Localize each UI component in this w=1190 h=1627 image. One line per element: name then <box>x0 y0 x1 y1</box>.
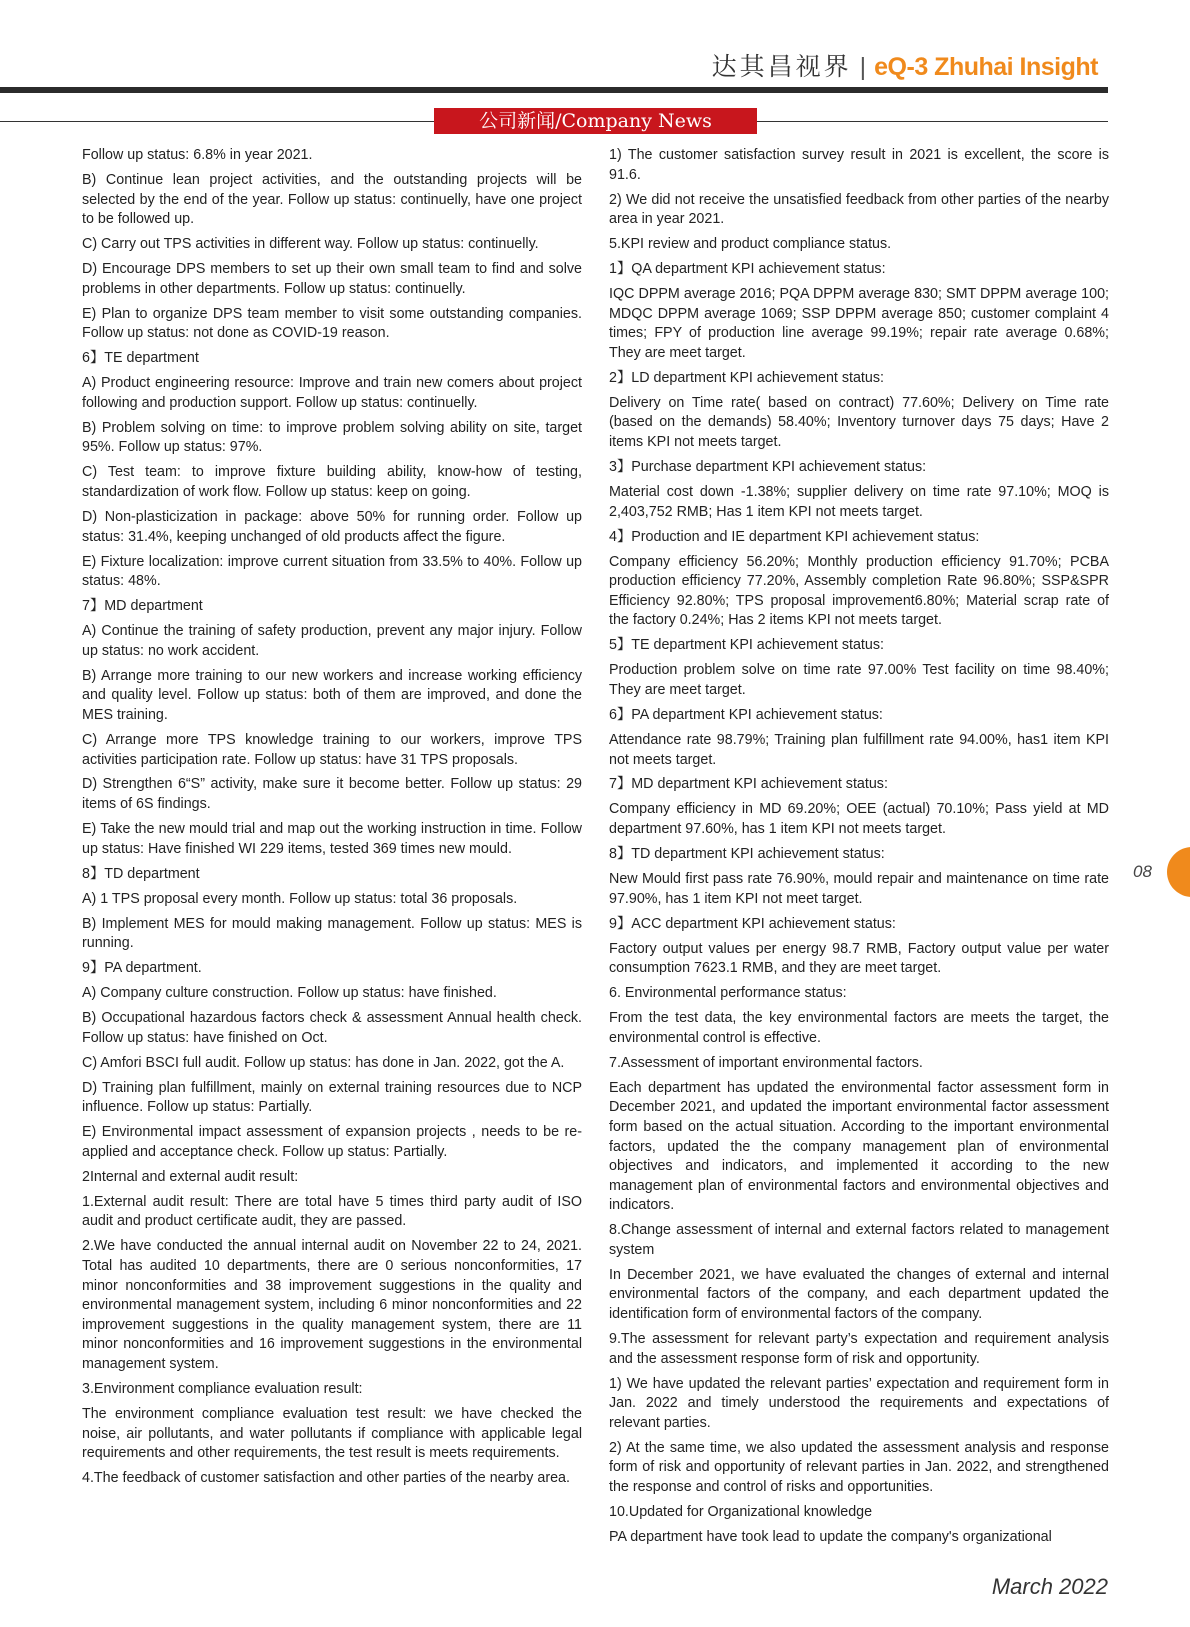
header-rule <box>0 87 1108 93</box>
paragraph: A) Product engineering resource: Improve and train new comers about project following and production support. Follow up status: continuelly. <box>82 375 582 411</box>
paragraph: Each department has updated the environmental factor assessment form in December 2021, and updated the important environmental factor assessment form based on the actual situation. According to the important environmental factors, updated the the company management plan of environmental objectives and indicators, and implemented it according to the new management plan of environmental factors and environmental objectives and indicators. <box>609 1079 1109 1214</box>
paragraph: 1) The customer satisfaction survey result in 2021 is excellent, the score is 91.6. <box>609 147 1109 183</box>
paragraph: 7.Assessment of important environmental factors. <box>609 1054 923 1071</box>
paragraph: C) Amfori BSCI full audit. Follow up status: has done in Jan. 2022, got the A. <box>82 1054 565 1071</box>
paragraph: Company efficiency 56.20%; Monthly production efficiency 91.70%; PCBA production efficiency 77.20%, Assembly completion Rate 96.80%; SSP&SPR Efficiency 92.80%; TPS proposal improvement6.80%; Material scrap rate of the factory 0.24%; Has 2 items KPI not meets target. <box>609 553 1109 629</box>
paragraph: B) Continue lean project activities, and the outstanding projects will be selected by the end of the year. Follow up status: continuelly, have one project to be followed up. <box>82 171 582 228</box>
paragraph: 2】LD department KPI achievement status: <box>609 369 884 386</box>
paragraph: 7】MD department <box>82 598 203 615</box>
paragraph: E) Environmental impact assessment of expansion projects , needs to be re-applied and acceptance check. Follow up status: Partially. <box>82 1124 582 1160</box>
paragraph: Production problem solve on time rate 97.00% Test facility on time 98.40%; They are meet target. <box>609 662 1109 698</box>
section-banner: 公司新闻/Company News <box>434 108 757 134</box>
left-column <box>82 146 582 1494</box>
paragraph: C) Carry out TPS activities in different way. Follow up status: continuelly. <box>82 236 539 253</box>
paragraph: 1) We have updated the relevant parties’ expectation and requirement form in Jan. 2022 and timely understood the requirements and expectations of relevant parties. <box>609 1375 1109 1431</box>
paragraph: From the test data, the key environmental factors are meets the target, the environmental control is effective. <box>609 1010 1109 1046</box>
paragraph: Attendance rate 98.79%; Training plan fulfillment rate 94.00%, has1 item KPI not meets target. <box>609 731 1109 768</box>
paragraph: 10.Updated for Organizational knowledge <box>609 1503 873 1520</box>
paragraph: 8.Change assessment of internal and external factors related to management system <box>609 1222 1109 1258</box>
issue-date: March 2022 <box>991 1574 1108 1599</box>
paragraph: 4】Production and IE department KPI achievement status: <box>609 528 980 545</box>
paragraph: D) Training plan fulfillment, mainly on external training resources due to NCP influence. Follow up status: Partially. <box>82 1079 582 1116</box>
paragraph: In December 2021, we have evaluated the changes of external and internal environmental factors of the company, and each department updated the identification form of environmental factors of the company. <box>609 1266 1109 1323</box>
paragraph: E) Fixture localization: improve current situation from 33.5% to 40%. Follow up status: 48%. <box>82 553 582 590</box>
paragraph: Delivery on Time rate( based on contract) 77.60%; Delivery on Time rate (based on the demands) 58.40%; Inventory turnover days 75 days; Have 2 items KPI not meets target. <box>609 394 1109 451</box>
paragraph: 5】TE department KPI achievement status: <box>609 637 884 654</box>
paragraph: C) Arrange more TPS knowledge training to our workers, improve TPS activities participation rate. Follow up status: have 31 TPS proposals. <box>82 731 582 768</box>
brand-chinese-title: 达其昌视界 <box>711 52 852 81</box>
brand-english-title: eQ-3 Zhuhai Insight <box>874 53 1098 81</box>
paragraph: D) Encourage DPS members to set up their own small team to find and solve problems in other departments. Follow up status: continuelly. <box>82 261 582 297</box>
paragraph: A) Company culture construction. Follow up status: have finished. <box>82 985 497 1002</box>
paragraph: 2Internal and external audit result: <box>82 1168 299 1185</box>
paragraph: 2) We did not receive the unsatisfied feedback from other parties of the nearby area in year 2021. <box>609 191 1109 228</box>
paragraph: B) Occupational hazardous factors check & assessment Annual health check. Follow up status: have finished on Oct. <box>82 1010 582 1046</box>
paragraph: B) Problem solving on time: to improve problem solving ability on site, target 95%. Follow up status: 97%. <box>82 419 582 456</box>
paragraph: A) Continue the training of safety production, prevent any major injury. Follow up status: no work accident. <box>82 623 582 659</box>
paragraph: A) 1 TPS proposal every month. Follow up status: total 36 proposals. <box>82 890 518 907</box>
paragraph: Follow up status: 6.8% in year 2021. <box>82 147 313 163</box>
paragraph: E) Take the new mould trial and map out the working instruction in time. Follow up status: Have finished WI 229 items, tested 369 times new mould. <box>82 821 582 857</box>
paragraph: 1】QA department KPI achievement status: <box>609 261 886 278</box>
paragraph: 4.The feedback of customer satisfaction and other parties of the nearby area. <box>82 1470 570 1487</box>
paragraph: D) Strengthen 6“S” activity, make sure it become better. Follow up status: 29 items of 6S findings. <box>82 776 582 813</box>
paragraph: Factory output values per energy 98.7 RMB, Factory output value per water consumption 7623.1 RMB, and they are meet target. <box>609 940 1109 977</box>
paragraph: 9】PA department. <box>82 960 202 977</box>
paragraph: 6】PA department KPI achievement status: <box>609 706 883 723</box>
paragraph: 8】TD department KPI achievement status: <box>609 846 885 863</box>
paragraph: E) Plan to organize DPS team member to visit some outstanding companies. Follow up status: not done as COVID-19 reason. <box>82 305 582 342</box>
paragraph: Company efficiency in MD 69.20%; OEE (actual) 70.10%; Pass yield at MD department 97.60%, has 1 item KPI not meets target. <box>609 801 1109 838</box>
paragraph: 2) At the same time, we also updated the assessment analysis and response form of risk and opportunity of relevant parties in Jan. 2022, and strengthened the response and control of risks and opportunities. <box>609 1439 1109 1495</box>
paragraph: IQC DPPM average 2016; PQA DPPM average 830; SMT DPPM average 100; MDQC DPPM average 1069; SSP DPPM average 850; customer complaint 4 times; FPY of production line average 99.19%; repair rate average 0.68%; They are meet target. <box>609 286 1109 361</box>
paragraph: D) Non-plasticization in package: above 50% for running order. Follow up status: 31.4%, keeping unchanged of old products affect the figure. <box>82 509 582 545</box>
paragraph: PA department have took lead to update the company's organizational <box>609 1528 1052 1545</box>
paragraph: 9.The assessment for relevant party’s expectation and requirement analysis and the assessment response form of risk and opportunity. <box>609 1331 1109 1367</box>
brand-separator: | <box>859 53 867 81</box>
paragraph: 7】MD department KPI achievement status: <box>609 776 888 793</box>
paragraph: 8】TD department <box>82 865 200 882</box>
paragraph: 5.KPI review and product compliance status. <box>609 236 892 253</box>
paragraph: Material cost down -1.38%; supplier delivery on time rate 97.10%; MOQ is 2,403,752 RMB; Has 1 item KPI not meets target. <box>609 484 1109 520</box>
paragraph: B) Implement MES for mould making management. Follow up status: MES is running. <box>82 915 582 952</box>
paragraph: 3.Environment compliance evaluation result: <box>82 1380 363 1397</box>
paragraph: The environment compliance evaluation test result: we have checked the noise, air pollutants, and water pollutants if compliance with applicable legal requirements and other requirements, the test result is meets requirements. <box>82 1405 582 1462</box>
paragraph: 1.External audit result: There are total have 5 times third party audit of ISO audit and product certificate audit, they are passed. <box>82 1193 582 1230</box>
page-number: 08 <box>1133 862 1152 881</box>
page-tab-marker <box>1167 847 1190 897</box>
paragraph: 6】TE department <box>82 350 199 367</box>
paragraph: 9】ACC department KPI achievement status: <box>609 915 896 932</box>
paragraph: 6. Environmental performance status: <box>609 985 847 1002</box>
paragraph: 2.We have conducted the annual internal audit on November 22 to 24, 2021. Total has audited 10 departments, there are 0 serious nonconformities, 17 minor nonconformities and 38 improvement suggestions in the quality and environmental management system, including 6 minor nonconformities and 22 improvement suggestions in the quality management system, there are 11 minor nonconformities and 16 improvement suggestions in the environmental management system. <box>82 1238 582 1372</box>
paragraph: New Mould first pass rate 76.90%, mould repair and maintenance on time rate 97.90%, has 1 item KPI not meet target. <box>609 871 1109 907</box>
paragraph: 3】Purchase department KPI achievement status: <box>609 459 927 476</box>
paragraph: C) Test team: to improve fixture building ability, know-how of testing, standardization of work flow. Follow up status: keep on going. <box>82 464 582 501</box>
paragraph: B) Arrange more training to our new workers and increase working efficiency and quality level. Follow up status: both of them are improved, and done the MES training. <box>82 667 582 723</box>
masthead-brand <box>712 50 1098 84</box>
right-column <box>609 146 1109 1553</box>
